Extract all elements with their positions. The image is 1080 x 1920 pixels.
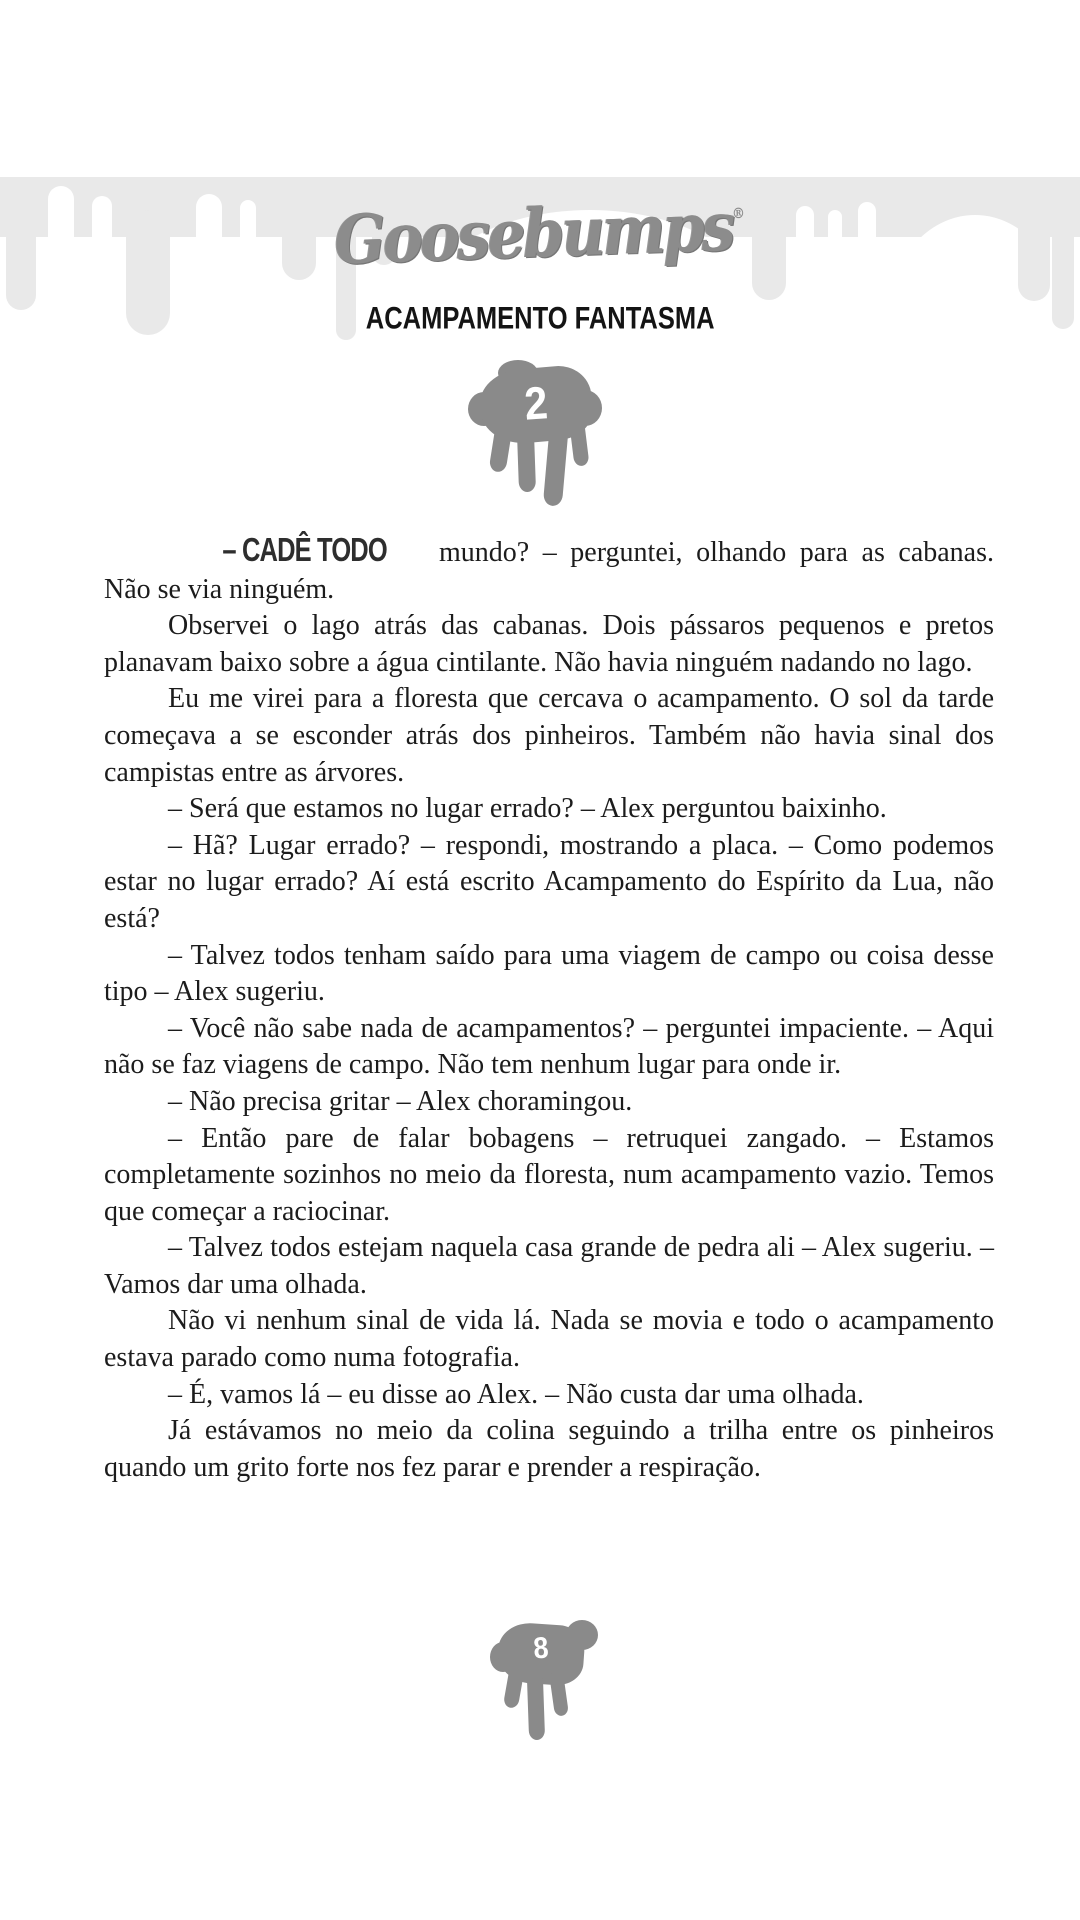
splat-drip bbox=[543, 431, 568, 506]
paragraph-text: – É, vamos lá – eu disse ao Alex. – Não custa dar uma olhada. bbox=[168, 1378, 864, 1410]
paragraph bbox=[104, 681, 994, 791]
splat-drip bbox=[503, 1669, 524, 1709]
paragraph bbox=[104, 1084, 994, 1121]
paragraph-text: – Talvez todos tenham saído para uma viagem de campo ou coisa desse tipo – Alex sugeriu. bbox=[104, 939, 994, 1008]
series-title: ACAMPAMENTO FANTASMA bbox=[365, 301, 715, 337]
paragraph-text: – Então pare de falar bobagens – retruquei zangado. – Estamos completamente sozinhos no meio da floresta, num acampamento vazio. Temos que começar a raciocinar. bbox=[104, 1122, 994, 1227]
paragraph bbox=[104, 534, 994, 608]
splat-drip bbox=[569, 423, 589, 467]
paragraph-text: Observei o lago atrás das cabanas. Dois pássaros pequenos e pretos planavam baixo sobre a água cintilante. Não havia ninguém nadando no lago. bbox=[104, 610, 994, 678]
paragraph bbox=[104, 828, 994, 938]
registered-trademark-icon: ® bbox=[731, 205, 746, 223]
body-text bbox=[104, 534, 994, 1486]
paragraph bbox=[104, 1413, 994, 1486]
paragraph-text: Eu me virei para a floresta que cercava o acampamento. O sol da tarde começava a se esconder atrás dos pinheiros. Também não havia sinal dos campistas entre as árvores. bbox=[104, 683, 994, 788]
paragraph-lead: – CADÊ TODO bbox=[222, 532, 387, 569]
paragraph bbox=[104, 1303, 994, 1376]
splat-drip bbox=[517, 432, 536, 493]
page-number: 8 bbox=[532, 1631, 550, 1666]
page-number-splat bbox=[490, 1616, 600, 1751]
paragraph bbox=[104, 791, 994, 828]
paragraph bbox=[104, 608, 994, 681]
chapter-number: 2 bbox=[522, 376, 550, 430]
paragraph-text: mundo? – perguntei, olhando para as cabanas. Não se via ninguém. bbox=[104, 537, 994, 605]
paragraph bbox=[104, 938, 994, 1011]
splat-drip bbox=[527, 1676, 545, 1741]
paragraph bbox=[104, 1121, 994, 1231]
goosebumps-logo-text: Goosebumps bbox=[333, 188, 734, 281]
chapter-splat bbox=[468, 360, 618, 500]
paragraph bbox=[104, 1230, 994, 1303]
paragraph-text: – Será que estamos no lugar errado? – Alex perguntou baixinho. bbox=[168, 793, 887, 825]
paragraph-text: – Hã? Lugar errado? – respondi, mostrando a placa. – Como podemos estar no lugar errado? Aí está escrito Acampamento do Espírito da Lua, não está? bbox=[104, 829, 994, 934]
paragraph bbox=[104, 1377, 994, 1414]
paragraph-text: Já estávamos no meio da colina seguindo a trilha entre os pinheiros quando um grito forte nos fez parar e prender a respiração. bbox=[104, 1415, 994, 1483]
paragraph bbox=[104, 1011, 994, 1084]
paragraph-text: Não vi nenhum sinal de vida lá. Nada se movia e todo o acampamento estava parado como numa fotografia. bbox=[104, 1305, 994, 1374]
paragraph-text: – Talvez todos estejam naquela casa grande de pedra ali – Alex sugeriu. – Vamos dar uma olhada. bbox=[104, 1232, 994, 1300]
paragraph-text: – Você não sabe nada de acampamentos? – perguntei impaciente. – Aqui não se faz viagens de campo. Não tem nenhum lugar para onde ir. bbox=[104, 1012, 994, 1081]
paragraph-text: – Não precisa gritar – Alex choramingou. bbox=[168, 1085, 633, 1117]
